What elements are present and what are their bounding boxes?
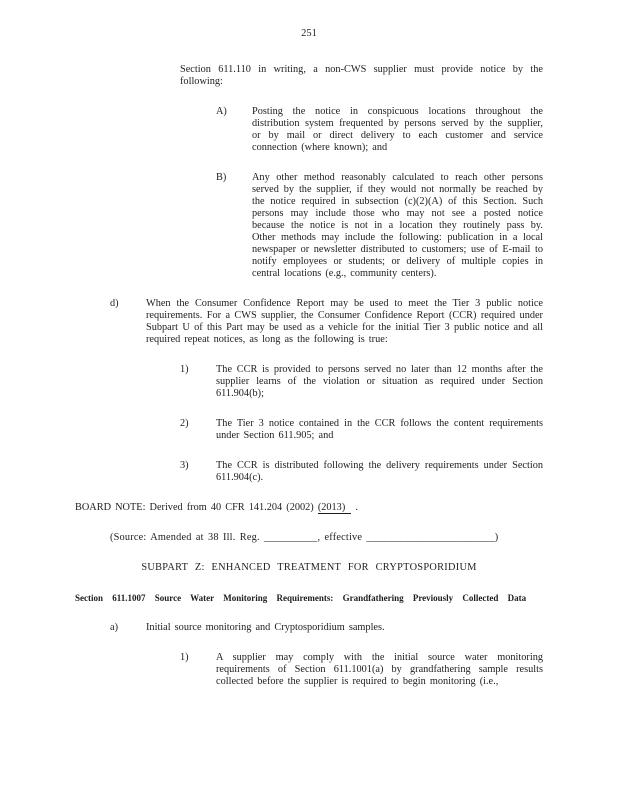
list-text-A: Posting the notice in conspicuous locations throughout the distribution system frequented by persons served by the supplier, or by mail or direct delivery to each customer and service connection (where known); and <box>252 106 543 153</box>
list-item-a <box>110 622 543 634</box>
list-item-d <box>110 298 543 346</box>
list-label-d2: 2) <box>180 418 189 429</box>
subpart-heading: SUBPART Z: ENHANCED TREATMENT FOR CRYPTOSPORIDIUM <box>141 562 477 573</box>
list-label-d: d) <box>110 298 119 309</box>
list-text-d: When the Consumer Confidence Report may be used to meet the Tier 3 public notice requirements. For a CWS supplier, the Consumer Confidence Report (CCR) required under Subpart U of this Part may be used as a vehicle for the initial Tier 3 public notice and all required repeat notices, as long as the following is true: <box>146 298 543 345</box>
list-text-d2: The Tier 3 notice contained in the CCR follows the content requirements under Section 611.905; and <box>216 418 543 441</box>
list-item-B <box>216 172 543 280</box>
list-item-d3 <box>180 460 543 484</box>
list-text-B: Any other method reasonably calculated to reach other persons served by the supplier, if they would not normally be reached by the notice required in subsection (c)(2)(A) of this Section. Such persons may include those who may not see a posted notice because the notice is not in a location they routinely pass by. Other methods may include the following: publication in a local newspaper or newsletter distributed to customers; use of E-mail to notify employees or students; or delivery of multiple copies in central locations (e.g., community centers). <box>252 172 543 279</box>
list-item-a1 <box>180 652 543 688</box>
list-label-a1: 1) <box>180 652 189 663</box>
list-label-a: a) <box>110 622 118 633</box>
list-item-d2 <box>180 418 543 442</box>
source-line: (Source: Amended at 38 Ill. Reg. __________, effective ________________________) <box>110 532 499 543</box>
board-note <box>75 502 543 514</box>
intro-paragraph: Section 611.110 in writing, a non-CWS supplier must provide notice by the following: <box>180 64 543 87</box>
list-label-A: A) <box>216 106 227 117</box>
board-note-prefix: BOARD NOTE: Derived from 40 CFR 141.204 (2002) <box>75 502 318 513</box>
list-text-a1: A supplier may comply with the initial source water monitoring requirements of Section 611.1001(a) by grandfathering sample results collected before the supplier is required to begin monitoring (i.e., <box>216 652 543 687</box>
page-number: 251 <box>301 28 317 39</box>
list-text-d1: The CCR is provided to persons served no later than 12 months after the supplier learns of the violation or situation as required under Section 611.904(b); <box>216 364 543 399</box>
list-text-a: Initial source monitoring and Cryptosporidium samples. <box>146 622 385 633</box>
board-note-underlined-citation: (2013) <box>318 502 351 514</box>
list-label-d3: 3) <box>180 460 189 471</box>
list-item-A <box>216 106 543 154</box>
list-label-d1: 1) <box>180 364 189 375</box>
list-label-B: B) <box>216 172 227 183</box>
list-text-d3: The CCR is distributed following the delivery requirements under Section 611.904(c). <box>216 460 543 483</box>
list-item-d1 <box>180 364 543 400</box>
section-heading: Section 611.1007 Source Water Monitoring Requirements: Grandfathering Previously Collected Data <box>75 593 527 603</box>
board-note-suffix: . <box>351 502 358 513</box>
